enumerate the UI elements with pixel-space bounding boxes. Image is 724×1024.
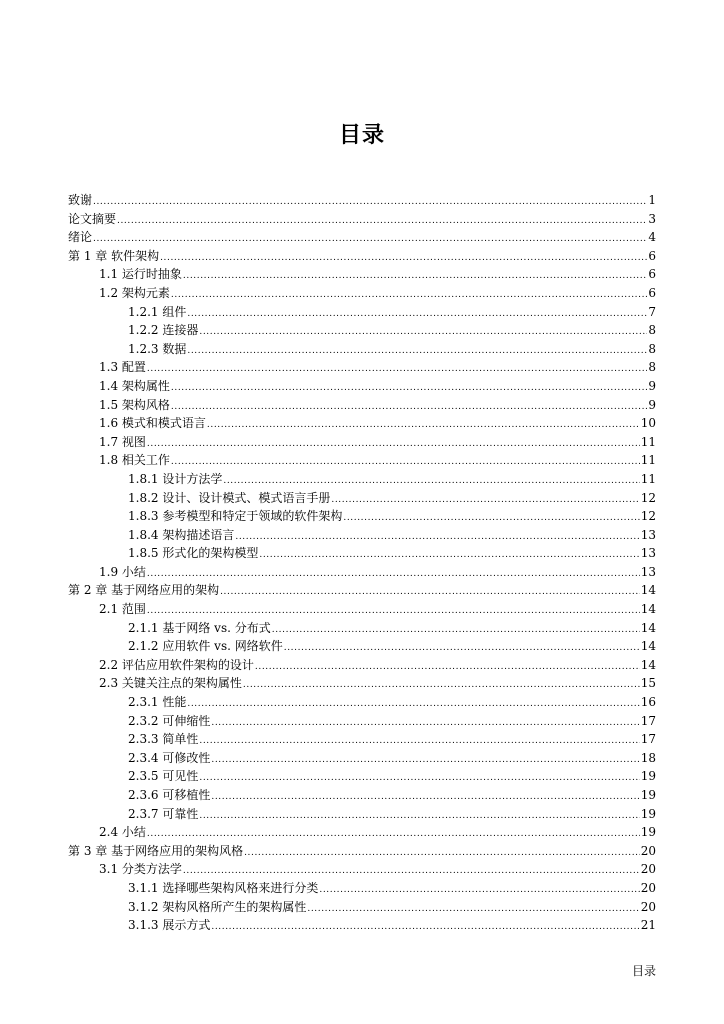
dot-leader: [343, 509, 639, 528]
toc-entry-page-number: 11: [640, 434, 656, 449]
table-of-contents: [68, 191, 656, 935]
toc-entry[interactable]: [68, 860, 656, 879]
toc-entry-title: 1.2.2 连接器: [128, 323, 199, 338]
toc-entry-title: 1.3 配置: [99, 360, 146, 375]
toc-entry[interactable]: [68, 879, 656, 898]
toc-entry-page-number: 4: [648, 230, 656, 245]
toc-entry-page-number: 16: [640, 695, 656, 710]
toc-entry-title: 1.2 架构元素: [99, 285, 170, 300]
toc-entry[interactable]: [68, 358, 656, 377]
dot-leader: [199, 323, 647, 342]
toc-entry[interactable]: [68, 805, 656, 824]
dot-leader: [199, 732, 639, 751]
dot-leader: [211, 751, 639, 770]
toc-entry-title: 第 1 章 软件架构: [68, 248, 160, 263]
toc-entry-title: 1.8 相关工作: [99, 453, 170, 468]
dot-leader: [199, 807, 639, 826]
page-footer-label: 目录: [631, 964, 656, 978]
toc-entry[interactable]: [68, 898, 656, 917]
toc-entry-title: 2.4 小结: [99, 825, 146, 840]
dot-leader: [93, 230, 647, 249]
dot-leader: [244, 844, 640, 863]
toc-entry[interactable]: [68, 786, 656, 805]
toc-entry[interactable]: [68, 247, 656, 266]
dot-leader: [211, 714, 639, 733]
toc-entry-page-number: 18: [640, 750, 656, 765]
dot-leader: [331, 491, 639, 510]
toc-entry-page-number: 17: [640, 732, 656, 747]
toc-entry[interactable]: [68, 414, 656, 433]
toc-entry-page-number: 8: [648, 341, 656, 356]
toc-entry[interactable]: [68, 767, 656, 786]
toc-entry-title: 3.1 分类方法学: [99, 862, 182, 877]
dot-leader: [319, 881, 639, 900]
toc-entry-title: 1.1 运行时抽象: [99, 267, 182, 282]
toc-entry[interactable]: [68, 693, 656, 712]
toc-entry-page-number: 11: [640, 453, 656, 468]
toc-entry-page-number: 20: [640, 880, 656, 895]
toc-entry[interactable]: [68, 340, 656, 359]
dot-leader: [93, 193, 647, 212]
toc-entry-page-number: 13: [640, 546, 656, 561]
toc-entry-title: 1.5 架构风格: [99, 397, 170, 412]
toc-entry-title: 1.8.1 设计方法学: [128, 471, 223, 486]
toc-entry-page-number: 13: [640, 564, 656, 579]
toc-entry[interactable]: [68, 489, 656, 508]
dot-leader: [147, 565, 640, 584]
toc-entry-title: 2.2 评估应用软件架构的设计: [99, 657, 254, 672]
dot-leader: [255, 658, 640, 677]
toc-entry-page-number: 20: [640, 862, 656, 877]
toc-entry[interactable]: [68, 712, 656, 731]
dot-leader: [259, 546, 639, 565]
toc-entry-title: 2.1.1 基于网络 vs. 分布式: [128, 620, 271, 635]
toc-entry-title: 1.8.5 形式化的架构模型: [128, 546, 259, 561]
toc-entry-page-number: 6: [648, 267, 656, 282]
toc-entry-page-number: 8: [648, 323, 656, 338]
toc-entry[interactable]: [68, 544, 656, 563]
toc-entry-title: 论文摘要: [68, 211, 117, 226]
dot-leader: [187, 695, 639, 714]
toc-entry-title: 1.6 模式和模式语言: [99, 416, 206, 431]
toc-entry[interactable]: [68, 321, 656, 340]
toc-entry-title: 第 2 章 基于网络应用的架构: [68, 583, 220, 598]
toc-entry[interactable]: [68, 470, 656, 489]
toc-entry-title: 2.3.2 可伸缩性: [128, 713, 211, 728]
toc-entry-page-number: 19: [640, 806, 656, 821]
toc-entry-title: 3.1.3 展示方式: [128, 918, 211, 933]
toc-entry[interactable]: [68, 284, 656, 303]
toc-entry[interactable]: [68, 396, 656, 415]
toc-entry-title: 2.3.5 可见性: [128, 769, 199, 784]
toc-entry[interactable]: [68, 842, 656, 861]
dot-leader: [147, 435, 640, 454]
toc-entry-title: 1.9 小结: [99, 564, 146, 579]
dot-leader: [171, 453, 640, 472]
dot-leader: [183, 267, 647, 286]
toc-entry-title: 3.1.2 架构风格所产生的架构属性: [128, 899, 307, 914]
dot-leader: [284, 639, 640, 658]
toc-entry[interactable]: [68, 210, 656, 229]
toc-entry-page-number: 13: [640, 527, 656, 542]
dot-leader: [117, 212, 647, 231]
toc-entry-page-number: 20: [640, 899, 656, 914]
dot-leader: [187, 305, 647, 324]
toc-entry-page-number: 19: [640, 788, 656, 802]
toc-entry-page-number: 9: [648, 397, 656, 412]
toc-entry-title: 2.3.3 简单性: [128, 732, 199, 747]
toc-entry-page-number: 1: [648, 193, 656, 207]
toc-entry-page-number: 20: [640, 843, 656, 858]
toc-entry[interactable]: [68, 600, 656, 619]
toc-entry-title: 2.3.7 可靠性: [128, 806, 199, 821]
toc-entry-title: 1.7 视图: [99, 434, 146, 449]
dot-leader: [187, 342, 647, 361]
toc-entry[interactable]: [68, 656, 656, 675]
toc-entry-title: 2.1 范围: [99, 602, 146, 617]
dot-leader: [211, 918, 639, 937]
toc-entry-page-number: 12: [640, 490, 656, 505]
dot-leader: [147, 360, 647, 379]
toc-entry[interactable]: [68, 619, 656, 638]
toc-entry-page-number: 11: [640, 471, 656, 486]
toc-entry[interactable]: [68, 191, 656, 210]
toc-entry-page-number: 3: [648, 211, 656, 226]
toc-entry-title: 3.1.1 选择哪些架构风格来进行分类: [128, 880, 319, 895]
toc-entry[interactable]: [68, 563, 656, 582]
toc-entry-page-number: 7: [648, 304, 656, 319]
toc-entry-page-number: 8: [648, 360, 656, 375]
toc-entry-page-number: 6: [648, 248, 656, 263]
dot-leader: [272, 621, 640, 640]
toc-entry-title: 2.1.2 应用软件 vs. 网络软件: [128, 639, 283, 654]
toc-entry-title: 致谢: [68, 193, 93, 207]
toc-entry[interactable]: [68, 265, 656, 284]
toc-entry[interactable]: [68, 228, 656, 247]
toc-entry[interactable]: [68, 674, 656, 693]
toc-entry-page-number: 14: [640, 583, 656, 598]
toc-entry-title: 2.3.1 性能: [128, 695, 187, 710]
toc-entry-title: 2.3 关键关注点的架构属性: [99, 676, 242, 691]
dot-leader: [243, 676, 640, 695]
dot-leader: [171, 286, 647, 305]
toc-entry[interactable]: [68, 507, 656, 526]
toc-entry-title: 1.4 架构属性: [99, 378, 170, 393]
dot-leader: [220, 583, 640, 602]
dot-leader: [199, 769, 639, 788]
toc-entry[interactable]: [68, 730, 656, 749]
toc-entry-title: 1.8.3 参考模型和特定于领域的软件架构: [128, 509, 343, 524]
page-title: 目录: [338, 122, 385, 148]
toc-entry[interactable]: [68, 526, 656, 545]
toc-entry[interactable]: [68, 433, 656, 452]
toc-entry-title: 1.2.3 数据: [128, 341, 187, 356]
toc-entry-page-number: 14: [640, 657, 656, 672]
toc-entry-title: 第 3 章 基于网络应用的架构风格: [68, 843, 244, 858]
toc-entry[interactable]: [68, 303, 656, 322]
dot-leader: [235, 528, 639, 547]
toc-entry[interactable]: [68, 451, 656, 470]
toc-entry-page-number: 21: [640, 918, 656, 933]
toc-entry-page-number: 6: [648, 285, 656, 300]
toc-entry-title: 绪论: [68, 230, 93, 245]
toc-entry[interactable]: [68, 637, 656, 656]
toc-entry-title: 2.3.6 可移植性: [128, 788, 211, 802]
dot-leader: [171, 379, 647, 398]
toc-entry-page-number: 14: [640, 620, 656, 635]
toc-entry[interactable]: [68, 377, 656, 396]
toc-entry-page-number: 17: [640, 713, 656, 728]
toc-entry-page-number: 14: [640, 602, 656, 617]
toc-entry-page-number: 19: [640, 825, 656, 840]
dot-leader: [211, 788, 639, 807]
toc-entry-page-number: 14: [640, 639, 656, 654]
toc-entry-page-number: 10: [640, 416, 656, 431]
toc-entry-title: 1.8.2 设计、设计模式、模式语言手册: [128, 490, 331, 505]
toc-entry[interactable]: [68, 749, 656, 768]
toc-entry[interactable]: [68, 823, 656, 842]
toc-entry-page-number: 12: [640, 509, 656, 524]
dot-leader: [207, 416, 640, 435]
toc-entry-page-number: 15: [640, 676, 656, 691]
toc-entry-title: 1.2.1 组件: [128, 304, 187, 319]
toc-entry-title: 2.3.4 可修改性: [128, 750, 211, 765]
toc-entry-page-number: 9: [648, 378, 656, 393]
toc-entry-title: 1.8.4 架构描述语言: [128, 527, 235, 542]
toc-entry[interactable]: [68, 581, 656, 600]
dot-leader: [171, 398, 647, 417]
dot-leader: [160, 249, 647, 268]
dot-leader: [307, 900, 639, 919]
toc-entry-page-number: 19: [640, 769, 656, 784]
toc-entry[interactable]: [68, 916, 656, 935]
